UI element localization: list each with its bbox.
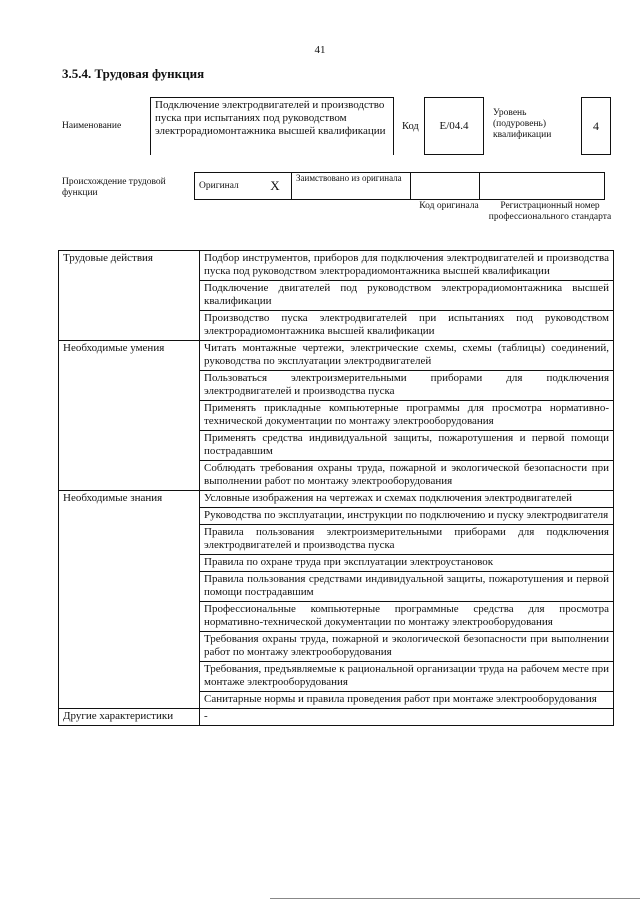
table-row [59,341,614,371]
section-item: Санитарные нормы и правила проведения работ при монтаже электрооборудования [200,692,614,709]
section-item: Применять средства индивидуальной защиты, пожаротушения и первой помощи пострадавшим [200,431,614,461]
original-label: Оригинал [195,173,260,200]
section-category: Необходимые умения [59,341,200,491]
section-item: Читать монтажные чертежи, электрические схемы, схемы (таблицы) соединений, руководства по эксплуатации электродвигателей [200,341,614,371]
level-value: 4 [581,97,611,155]
page-number: 41 [314,44,326,56]
section-title: 3.5.4. Трудовая функция [62,66,205,81]
section-item: Производство пуска электродвигателей при испытаниях под руководством электрорадиомонтажника высшей квалификации [200,311,614,341]
section-item: Правила пользования электроизмерительными приборами для подключения электродвигателей и производства пуска [200,525,614,555]
original-mark: X [259,173,292,200]
table-row [59,709,614,726]
name-label: Наименование [62,121,122,131]
section-item: Подбор инструментов, приборов для подключения электродвигателей и производства пуска под руководством электрорадиомонтажника высшей квалификации [200,251,614,281]
section-category: Трудовые действия [59,251,200,341]
code-original-cell [411,173,480,200]
bottom-rule [270,898,640,899]
section-item: Пользоваться электроизмерительными приборами для подключения электродвигателей и производства пуска [200,371,614,401]
borrowed-label: Заимствовано из оригинала [292,173,411,200]
reg-number-caption: Регистрационный номер профессионального стандарта [488,201,612,222]
level-label: Уровень (подуровень) квалификации [493,108,552,140]
code-original-caption: Код оригинала [419,201,479,211]
reg-number-cell [480,173,605,200]
section-item: Условные изображения на чертежах и схемах подключения электродвигателей [200,491,614,508]
origin-table [194,172,605,200]
table-row [59,251,614,281]
section-item: Правила пользования средствами индивидуальной защиты, пожаротушения и первой помощи пострадавшим [200,572,614,602]
origin-label: Происхождение трудовой функции [62,177,166,198]
section-item: Правила по охране труда при эксплуатации электроустановок [200,555,614,572]
section-item: - [200,709,614,726]
section-item: Применять прикладные компьютерные программы для просмотра нормативно-технической документации по монтажу электрооборудования [200,401,614,431]
section-category: Другие характеристики [59,709,200,726]
table-row [59,491,614,508]
code-label: Код [402,121,419,132]
section-item: Требования, предъявляемые к рациональной организации труда на рабочем месте при монтаже электрооборудования [200,662,614,692]
labor-function-table [58,250,614,726]
function-name: Подключение электродвигателей и производство пуска при испытаниях под руководством электрорадиомонтажника высшей квалификации [150,97,394,155]
section-item: Соблюдать требования охраны труда, пожарной и экологической безопасности при выполнении работ по монтажу электрооборудования [200,461,614,491]
section-item: Руководства по эксплуатации, инструкции по подключению и пуску электродвигателя [200,508,614,525]
section-item: Профессиональные компьютерные программные средства для просмотра нормативно-технической документации по монтажу электрооборудования [200,602,614,632]
section-item: Требования охраны труда, пожарной и экологической безопасности при выполнении работ по монтажу электрооборудования [200,632,614,662]
section-item: Подключение двигателей под руководством электрорадиомонтажника высшей квалификации [200,281,614,311]
section-category: Необходимые знания [59,491,200,709]
code-value: E/04.4 [424,97,484,155]
